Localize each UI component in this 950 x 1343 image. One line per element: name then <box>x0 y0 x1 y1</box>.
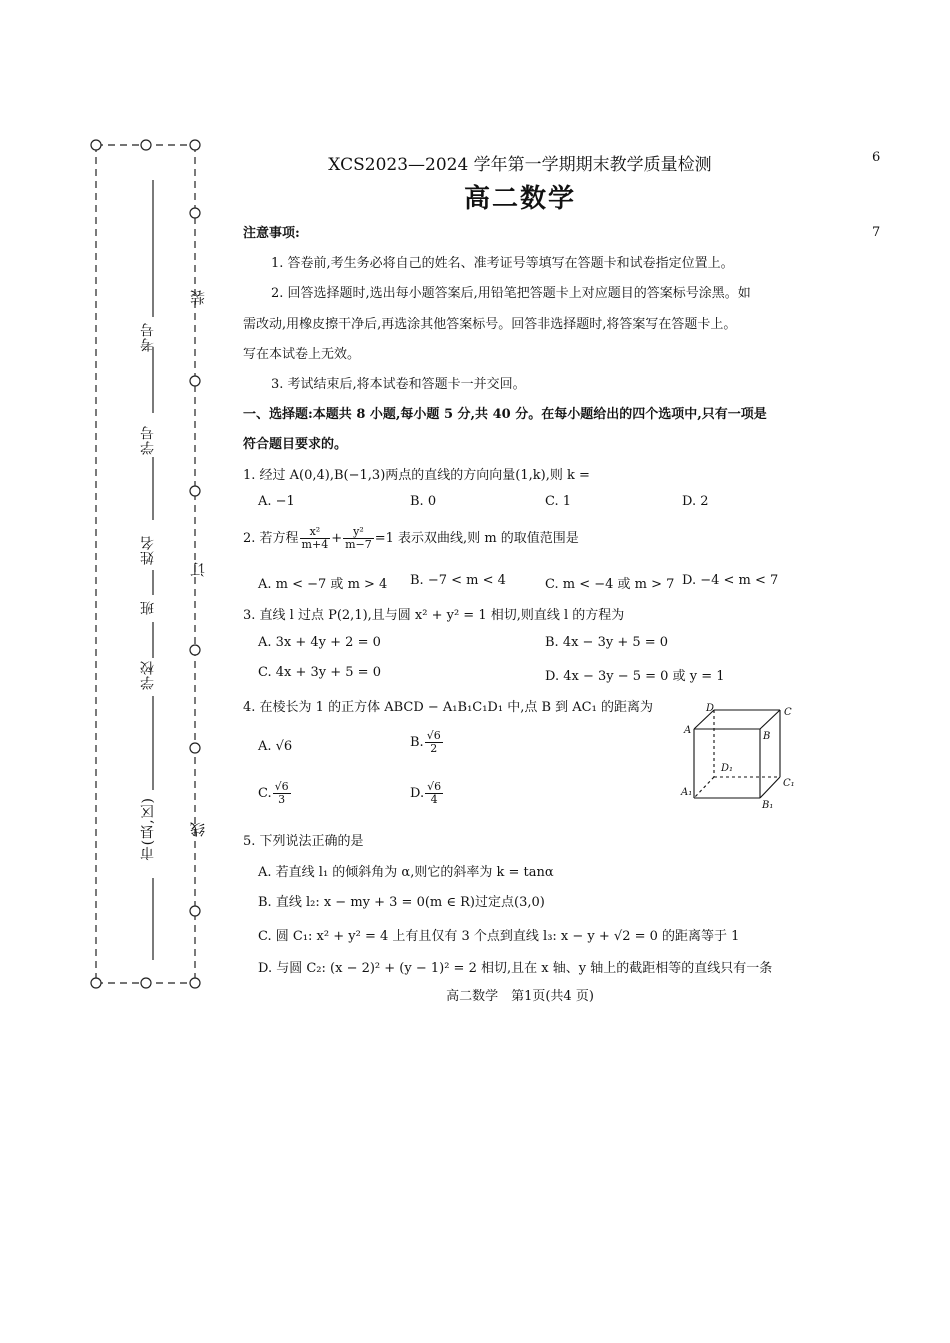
question-5-stem: 5. 下列说法正确的是 <box>243 834 364 849</box>
question-2-fraction-x: $\frac{\text{x²}}{m+4}$ <box>301 525 329 551</box>
question-4-stem: 4. 在棱长为 1 的正方体 ABCD − A₁B₁C₁D₁ 中,点 B 到 AC₁ 的距离为 <box>243 700 653 715</box>
cube-label-b1: B₁ <box>762 800 774 810</box>
school-label: 学校 <box>140 660 156 690</box>
notice-item: 1. 答卷前,考生务必将自己的姓名、准考证号等填写在答题卡和试卷指定位置上。 <box>271 256 734 271</box>
question-2-option-a: A. m < −7 或 m > 4 <box>258 577 388 592</box>
question-3-option-c: C. 4x + 3y + 5 = 0 <box>258 665 381 680</box>
question-2-option-b: B. −7 < m < 4 <box>410 573 506 588</box>
question-2-stem-suffix: =1 表示双曲线,则 m 的取值范围是 <box>374 531 579 546</box>
page-footer: 高二数学 第1页(共4 页) <box>446 989 594 1004</box>
cube-label-a1: A₁ <box>681 787 693 798</box>
name-label: 姓名 <box>140 535 156 565</box>
notice-heading: 注意事项: <box>243 226 300 241</box>
cube-label-d1: D₁ <box>721 763 734 774</box>
question-4-option-d: D. $\frac{√6}{4}$ <box>410 780 442 806</box>
notice-item: 3. 考试结束后,将本试卷和答题卡一并交回。 <box>271 377 526 392</box>
notice-item: 需改动,用橡皮擦干净后,再选涂其他答案标号。回答非选择题时,将答案写在答题卡上。 <box>243 317 737 332</box>
question-3-stem: 3. 直线 l 过点 P(2,1),且与圆 x² + y² = 1 相切,则直线 l 的方程为 <box>243 608 625 623</box>
question-4-option-b: B. $\frac{√6}{2}$ <box>410 729 441 755</box>
question-3-option-a: A. 3x + 4y + 2 = 0 <box>258 635 381 650</box>
margin-number: 6 <box>872 150 881 165</box>
section-heading: 一、选择题:本题共 8 小题,每小题 5 分,共 40 分。在每小题给出的四个选项中,只有一项是 <box>243 407 767 422</box>
question-1-option-b: B. 0 <box>410 494 437 509</box>
margin-number: 7 <box>872 225 881 240</box>
section-heading-cont: 符合题目要求的。 <box>243 437 348 452</box>
cube-figure <box>672 698 802 810</box>
question-5-option-c: C. 圆 C₁: x² + y² = 4 上有且仅有 3 个点到直线 l₃: x − y + √2 = 0 的距离等于 1 <box>258 929 740 944</box>
exam-title: XCS2023—2024 学年第一学期期末教学质量检测 <box>328 155 712 175</box>
question-4-option-a: A. √6 <box>258 739 293 754</box>
question-2-stem: 2. 若方程 $\frac{\text{x²}}{m+4}$ + $\frac{\text{y²}}{m-7}$ =1 表示双曲线,则 m 的取值范围是 <box>243 525 579 551</box>
question-1-option-a: A. −1 <box>258 494 295 509</box>
question-1-option-d: D. 2 <box>682 494 709 509</box>
question-2-fraction-y: $\frac{\text{y²}}{m-7}$ <box>345 525 372 551</box>
binding-mark-xian: 线 <box>189 822 207 837</box>
question-5-option-d: D. 与圆 C₂: (x − 2)² + (y − 1)² = 2 相切,且在 x 轴、y 轴上的截距相等的直线只有一条 <box>258 961 773 976</box>
cube-label-a: A <box>684 725 692 736</box>
question-5-option-b: B. 直线 l₂: x − my + 3 = 0(m ∈ R)过定点(3,0) <box>258 895 545 910</box>
question-3-option-b: B. 4x − 3y + 5 = 0 <box>545 635 669 650</box>
student-number-label: 学号 <box>140 425 156 455</box>
exam-subject: 高二数学 <box>463 184 576 214</box>
question-2-option-c: C. m < −4 或 m > 7 <box>545 577 675 592</box>
binding-mark-ding: 订 <box>189 562 207 577</box>
class-label: 班 <box>140 600 156 615</box>
cube-label-b: B <box>763 731 771 742</box>
cube-label-c: C <box>784 707 792 718</box>
cube-label-c1: C₁ <box>783 778 795 789</box>
notice-item: 写在本试卷上无效。 <box>243 347 361 362</box>
binding-mark-zhuang: 装 <box>189 290 207 305</box>
question-1-stem: 1. 经过 A(0,4),B(−1,3)两点的直线的方向向量(1,k),则 k = <box>243 468 590 483</box>
notice-item: 2. 回答选择题时,选出每小题答案后,用铅笔把答题卡上对应题目的答案标号涂黑。如 <box>271 286 751 301</box>
city-county-label: 市(县,区) <box>140 797 156 861</box>
question-2-stem-prefix: 2. 若方程 <box>243 531 299 546</box>
question-3-option-d: D. 4x − 3y − 5 = 0 或 y = 1 <box>545 669 725 684</box>
question-2-option-d: D. −4 < m < 7 <box>682 573 779 588</box>
question-5-option-a: A. 若直线 l₁ 的倾斜角为 α,则它的斜率为 k = tanα <box>258 865 554 880</box>
cube-label-d: D <box>706 703 715 714</box>
question-1-option-c: C. 1 <box>545 494 572 509</box>
exam-number-label: 考号 <box>140 322 156 352</box>
question-4-option-c: C. $\frac{√6}{3}$ <box>258 780 289 806</box>
